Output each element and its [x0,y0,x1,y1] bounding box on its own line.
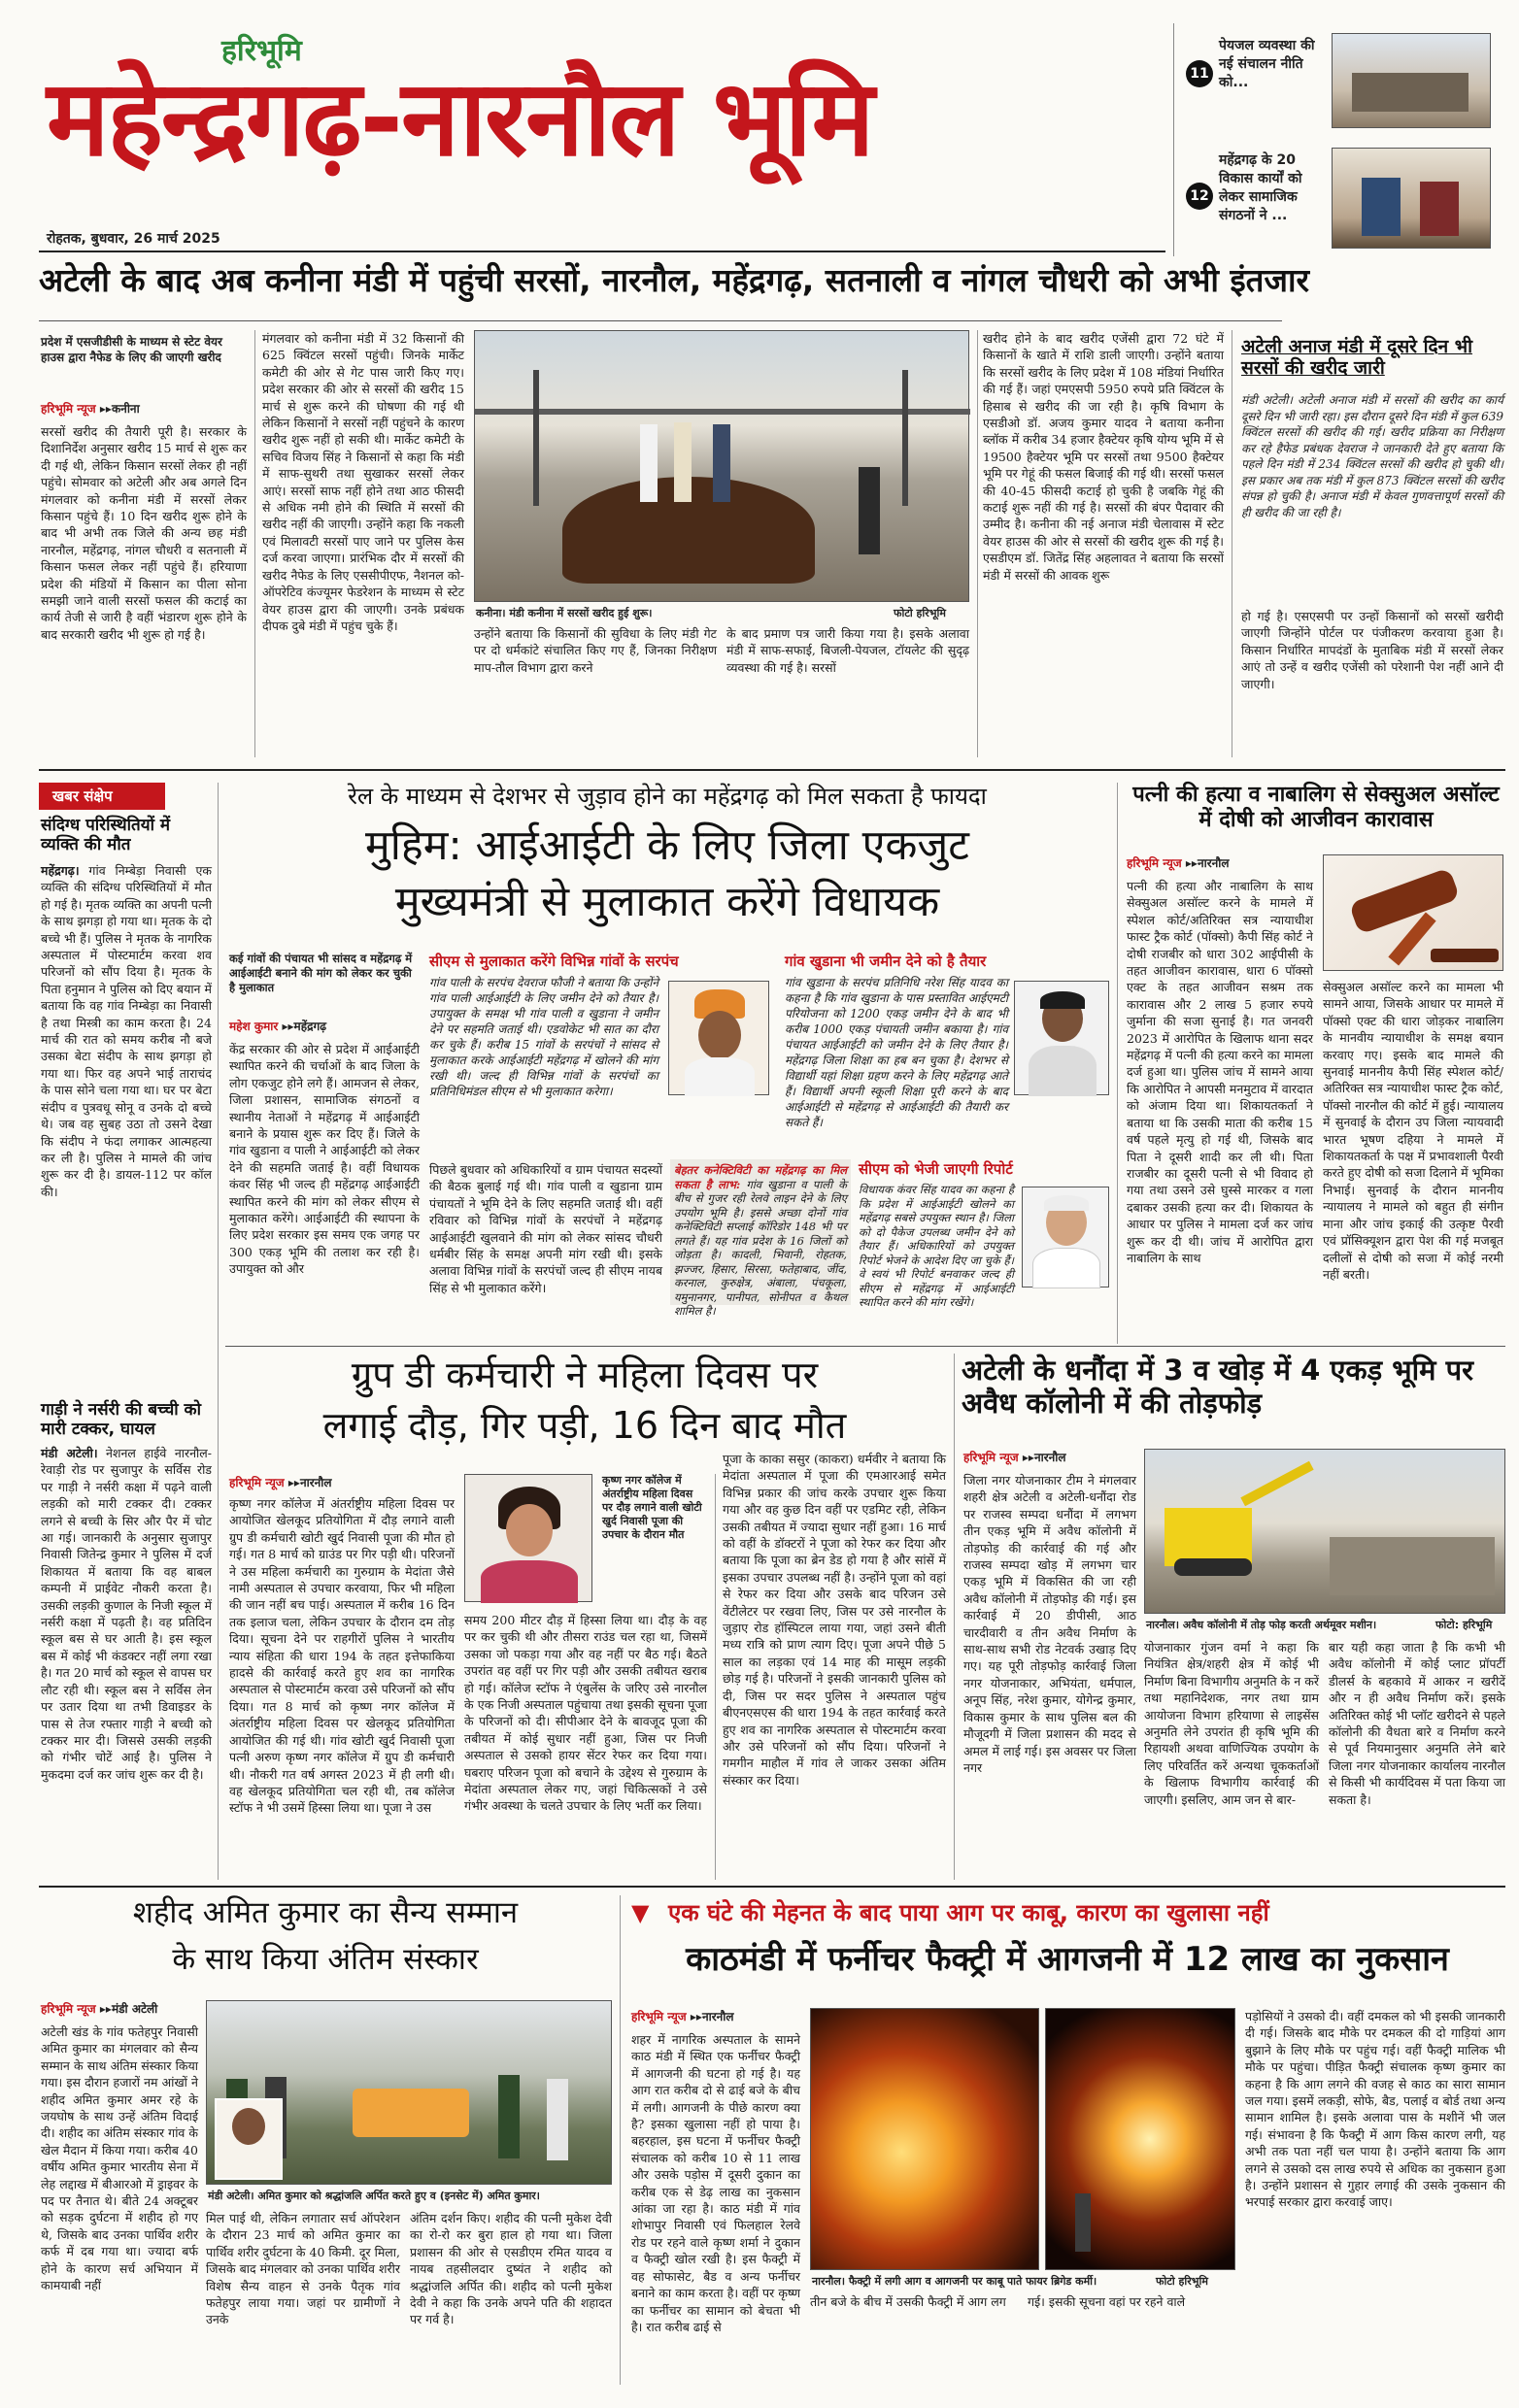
colony-byline: हरिभूमि न्यूज ▸▸नारनौल [963,1451,1066,1464]
brief-text: मंडी अटेली। नेशनल हाईवे नारनौल-रेवाड़ी रोड पर सुजापुर के सर्विस रोड पर गाड़ी ने नर्सरी कक्षा में पढ़ने वाली लड़की को मारी टक्कर दी। टक्कर लगने से बच्ची के सिर और पैर में चोट आ गई। जानकारी के अनुसार सुजापुर निवासी जितेन्द्र कुमार ने पुलिस में दर्ज शिकायत में बताया कि वह बाबल कम्पनी में प्राईवेट नौकरी करता है। उसकी लड़की कुणाल के निजी स्कूल में नर्सरी कक्षा में पढ़ती है। वह प्रतिदिन स्कूल बस से घर आती है। इस स्कूल बस में कोई भी कंडक्टर नहीं लगा रखा है। गत 20 मार्च को स्कूल से वापस घर लौट रही थी। स्कूल बस ने सर्विस लेन पर उतार दिया था तभी डिवाइडर के पास से तेज रफ्तार गाड़ी ने बच्ची को टक्कर मार दी। जिससे उसकी लड़की को गंभीर चोटें आई है। पुलिस ने मुकदमा दर्ज कर जांच शुरू कर दी है। [41,1446,212,1782]
khudana-text: गांव खुडाना के सरपंच प्रतिनिधि नरेश सिंह यादव का कहना है कि गांव खुडाना के पास प्रस्तावित आईएमटी परियोजना को 1200 एकड़ जमीन देने के बाद भी करीब 1000 एकड़ पंचायती जमीन बकाया है। गांव पंचायत आईआईटी को जमीन देने के लिए तैयार है। महेंद्रगढ़ जिला शिक्षा का हब बन चुका है। देशभर से विद्यार्थी यहां शिक्षा ग्रहण करने के लिए महेंद्रगढ़ आते हैं। विद्यार्थी अपनी स्कूली शिक्षा पूरी करने के बाद आईआईटी से महेंद्रगढ़ से आईआईटी की तैयारी कर सकते हैं। [785,976,1008,1129]
groupd-column-3: पूजा के काका ससुर (काकरा) धर्मवीर ने बताया कि मेदांता अस्पताल में पूजा की एमआरआई समेत विभिन्न प्रकार की जांच करके उपचार शुरू किया गया और वह कुछ दिन वहीं पर एडमिट रही, लेकिन उसकी तबीयत में ज्यादा सुधार नहीं हुआ। 16 मार्च को वहीं के डॉक्टरों ने पूजा को रेफर कर दिया और बताया कि पूजा का ब्रेन डेड हो गया है और सांसें में इसका उपचार उपलब्ध नहीं है। उन्होंने पूजा को वहां से रेफर कर दिया और उसके बाद परिजन उसे वेंटीलेटर पर रखवा लिए, जिस पर उसे नारनौल के जुड़ाए रोड हॉस्पिटल लाया गया, जहां उसने बीती मध्य रात्रि को प्राण त्याग दिए। पूजा अपने पीछे 5 साल का लड़का एवं 14 माह की मासूम लड़की छोड़ गई है। परिजनों ने इसकी जानकारी पुलिस को दी, जिस पर सदर पुलिस ने अस्पताल पहुंच बीएनएसएस की धारा 194 के तहत कार्रवाई करते हुए शव का नागरिक अस्पताल से पोस्टमार्टम करवा और उसे परिजनों को सौंप दिया। परिजनों ने गमगीन माहौल में गांव ले जाकर उसका अंतिम संस्कार कर दिया। [723,1452,946,1788]
fire-kicker-arrow: ▼ [631,1899,650,1926]
connectivity-box [670,1159,851,1318]
fire-kicker: एक घंटे की मेहनत के बाद पाया आग पर काबू, कारण का खुलासा नहीं [668,1899,1269,1926]
fire-photo-caption: नारनौल। फैक्ट्री में लगी आग व आगजनी पर काबू पाते फायर ब्रिगेड कर्मी। [812,2275,1097,2288]
promo-photo [1332,148,1491,249]
demolition-photo-credit: फोटो: हरिभूमि [1435,1619,1493,1631]
fire-column-1: शहर में नागरिक अस्पताल के सामने काठ मंडी में स्थित एक फर्नीचर फैक्ट्री में आगजनी की घटना हो गई है। यह आग रात करीब दो से ढाई बजे के बीच में लगी। आगजनी के पीछे कारण क्या है? इसका खुलासा नहीं हो पाया है। बहरहाल, इस घटना में फर्नीचर फैक्ट्री संचालक को करीब 10 से 11 लाख और उसके पड़ोस में दूसरी दुकान का करीब एक से डेढ़ लाख का नुकसान आंका जा रहा है। काठ मंडी में गांव शोभापुर निवासी एवं फिलहाल रेलवे रोड पर रहने वाले कृष्ण शर्मा ने दुकान व फैक्ट्री खोल रखी है। इस फैक्ट्री में वह सोफासेट, बैड व अन्य फर्नीचर बनाने का काम करता है। वहीं पर कृष्ण का फर्नीचर का सामान को बेचता भी है। रात करीब ढाई से [631,2032,800,2334]
demolition-photo-caption: नारनौल। अवैध कॉलोनी में तोड़ फोड़ करती अर्थमूवर मशीन। [1146,1619,1377,1631]
sarpanch-portrait [668,981,769,1095]
martyr-headline-line-2: के साथ किया अंतिम संस्कार [172,1942,479,1977]
promo-text: महेंद्रगढ़ के 20 विकास कार्यों को लेकर सामाजिक संगठनों ने ... [1219,152,1302,223]
dateline: रोहतक, बुधवार, 26 मार्च 2025 [47,231,220,247]
victim-photo-caption: कृष्ण नगर कॉलेज में अंतर्राष्ट्रीय महिला दिवस पर दौड़ लगाने वाली खोटी खुर्द निवासी पूजा की उपचार के दौरान मौत [602,1474,702,1541]
section-rule [39,769,1505,771]
martyr-column-1: अटेली खंड के गांव फतेहपुर निवासी अमित कुमार का मंगलवार को सैन्य सम्मान के साथ अंतिम संस्कार किया गया। इस दौरान हजारों नम आंखों ने शहीद अमित कुमार अमर रहे के जयघोष के साथ उन्हें अंतिम विदाई दी। शहीद का अंतिम संस्कार गांव के खेल मैदान में किया गया। करीब 40 वर्षीय अमित कुमार भारतीय सेना में लेह लद्दाख में बीआरओ में ड्राइवर के पद पर तैनात थे। बीते 24 अक्टूबर को सड़क दुर्घटना में शहीद हो गए थे, जिसके बाद उनका पार्थिव शरीर कर्फ में दब गया था। ज्यादा बर्फ होने के कारण सर्च अभियान में कामयाबी नहीं [41,2024,198,2293]
iit-byline: महेश कुमार ▸▸महेंद्रगढ़ [229,1020,326,1033]
iit-headline-line-1: मुहिम: आईआईटी के लिए जिला एकजुट [365,821,969,870]
column-divider [977,330,978,757]
funeral-photo-caption: मंडी अटेली। अमित कुमार को श्रद्धांजलि अर्पित करते हुए व (इनसेट में) अमित कुमार। [208,2190,540,2202]
groupd-column-1: कृष्ण नगर कॉलेज में अंतर्राष्ट्रीय महिला दिवस पर आयोजित खेलकूद प्रतियोगिता में दौड़ लगाने वाली ग्रुप डी कर्मचारी खोटी खुर्द निवासी पूजा की मौत हो गई। गत 8 मार्च को ग्राउंड पर गिर पड़ी थी। परिजनों ने उस महिला कर्मचारी का गुरुग्राम के मेदांता जैसे नामी अस्पताल से उपचार करवाया, फिर भी महिला की जान नहीं बच पाई। अस्पताल में करीब 16 दिन तक इलाज चला, लेकिन उपचार के दौरान दम तोड़ दिया। सूचना देने पर राहगीरों पुलिस ने भारतीय न्याय संहिता की धारा 194 के तहत इत्तेफाकिया हादसे की कार्रवाई करते हुए शव का नागरिक अस्पताल से पोस्टमार्टम करवा उसे परिजनों को सौंप दिया। गत 8 मार्च को कृष्ण नगर कॉलेज में अंतर्राष्ट्रीय महिला दिवस पर खेलकूद प्रतियोगिता आयोजित की गई थी। गांव खोटी खुर्द निवासी पूजा पत्नी अरुण कृष्ण नगर कॉलेज में ग्रुप डी कर्मचारी थी। नौकरी गत वर्ष अगस्त 2023 में ही लगी थी। वह खेलकूद प्रतियोगिता चल रही थी, तब कॉलेज स्टॉफ ने भी उसमें हिस्सा लिया था। पूजा ने उस [229,1496,455,1816]
lead-column-1: सरसों खरीद की तैयारी पूरी है। सरकार के दिशानिर्देश अनुसार खरीद 15 मार्च से शुरू कर दी गई थी, लेकिन किसान सरसों लेकर ही नहीं पहुंचे। सोमवार को अटेली और अब अगले दिन मंगलवार को कनीना मंडी में सरसों लेकर किसान पहुंचे हैं। 10 दिन खरीद शुरू होने के बाद भी अभी तक जिले की अन्य छह मंडी नारनौल, महेंद्रगढ़, नांगल चौधरी व सतनाली में किसान फसल लेकर नहीं पहुंचे हैं। हरियाणा प्रदेश की मंडियों में किसान का पीला सोना समझी जाने वाली सरसों फसल की कटाई का कार्य तेजी से जारी है वहीं भंडारण शुरू होने के बाद सरकारी खरीद भी शुरू हो गई है। [41,424,247,642]
column-divider [218,783,219,1880]
promo-page-number: 11 [1186,60,1213,87]
lead-photo-credit: फोटो हरिभूमि [894,607,946,619]
promo-item[interactable] [1186,144,1493,251]
murder-column-2: सेक्सुअल असॉल्ट करने का मामला भी सामने आया, जिसके आधार पर मामले में पॉक्सो एक्ट की धारा जोड़कर नाबालिग के मानवीय न्यायाधीश के समक्ष बयान करवाए गए। इसके बाद मामले की सुनवाई माननीय कैपी सिंह स्पेशल कोर्ट/अतिरिक्त सत्र न्यायाधीश फास्ट ट्रैक कोर्ट, पॉक्सो नारनौल की कोर्ट में हुई। न्यायालय में सुनवाई के दौरान उप जिला न्यायवादी भारत भूषण दहिया ने मामले में शिकायतकर्ता के पक्ष में प्रभावशाली पैरवी करते हुए दोषी को सजा दिलाने में भूमिका निभाई। सुनवाई के दौरान माननीय न्यायालय ने मामले को बहुत ही संगीन माना और जांच इकाई की उत्कृष्ट पैरवी एवं प्रॉसिक्यूशन द्वारा पेश की गई मजबूत दलीलों से दोषी को सजा में कोई नरमी नहीं बरती। [1323,980,1503,1282]
promo-box [1173,23,1503,256]
ateli-intro: मंडी अटेली। अटेली अनाज मंडी में सरसों की खरीद का कार्य दूसरे दिन भी जारी रहा। इस दौरान दूसरे दिन मंडी में कुल 639 क्विंटल सरसों की खरीद की गई। खरीद प्रक्रिया का निरीक्षण कर रहे हैफेड प्रबंधक देवराज ने जानकारी देते हुए बताया कि पहले दिन मंडी में 234 क्विंटल सरसों की खरीद हो चुकी थी। इस प्रकार अब तक मंडी में कुल 873 क्विंटल सरसों की खरीद संपन्न हो चुकी है। अनाज मंडी में केवल गुणवत्तापूर्ण सरसों की ही खरीद की जा रही है। [1241,393,1503,519]
iit-body-b: पिछले बुधवार को अधिकारियों व ग्राम पंचायत सदस्यों की बैठक बुलाई गई थी। गांव पाली व खुडाना ग्राम पंचायतों ने भूमि देने के लिए सहमति जताई थी। वहीं रविवार को विभिन्न गांवों के सरपंचों ने महेंद्रगढ़ आईआईटी खुलवाने की मांग को लेकर सांसद चौधरी धर्मबीर सिंह के समक्ष अपनी मांग रखी थी। इसके अलावा विभिन्न गांवों के सरपंचों जल्द ही सीएम नायब सिंह से भी मुलाकात करेंगे। [429,1162,662,1295]
sarpanch-text: गांव पाली के सरपंच देवराज फौजी ने बताया कि उन्होंने गांव पाली आईआईटी के लिए जमीन देने को तैयार है। उपायुक्त के समक्ष भी गांव पाली व खुडाना ने जमीन देने पर सहमति जताई थी। एडवोकेट भी सात का दौरा कर चुके हैं। करीब 15 गांवों के सरपंचों ने सांसद से मुलाकात करके आईआईटी महेंद्रगढ़ में खोलने की मांग रखी थी। जल्द ही विभिन्न गांवों के सरपंचों का प्रतिनिधिमंडल सीएम से भी मुलाकात करेगा। [429,976,658,1098]
martyr-byline: हरिभूमि न्यूज ▸▸मंडी अटेली [41,2002,158,2016]
colony-column-2: योजनाकार गुंजन वर्मा ने कहा कि नियंत्रित क्षेत्र/शहरी क्षेत्र में कोई भी निर्माण बिना विभागीय अनुमति के न करें तथा महानिदेशक, नगर तथा ग्राम आयोजना विभाग हरियाणा से लाइसेंस अनुमति लेने उपरांत ही कृषि भूमि की रिहायशी अथवा वाणिज्यिक उपयोग के लिए परिवर्तित करें अन्यथा चूककर्ताओं के खिलाफ विभागीय कार्रवाई की जाएगी। इसलिए, आम जन से बार- [1144,1640,1319,1807]
mla-portrait [1022,1187,1109,1288]
fire-under-photo-2: गई। इसकी सूचना वहां पर रहने वाले [1028,2294,1186,2309]
khudana-title: गांव खुडाना भी जमीन देने को है तैयार [785,953,987,970]
gavel-photo [1323,854,1503,971]
column-divider [715,1474,716,1880]
sarpanch-title: सीएम से मुलाकात करेंगे विभिन्न गांवों के सरपंच [429,953,679,970]
brand-logo: हरिभूमि [221,34,302,68]
lead-below-photo-2: के बाद प्रमाण पत्र जारी किया गया है। इसके अलावा मंडी में साफ-सफाई, बिजली-पेयजल, टॉयलेट की सुदृढ़ व्यवस्था की गई है। सरसों [726,626,969,675]
lead-column-4: खरीद होने के बाद खरीद एजेंसी द्वारा 72 घंटे में किसानों के खाते में राशि डाली जाएगी। उन्होंने बताया कि सरसों खरीद के लिए प्रदेश में 108 मंडियां निर्धारित की गई हैं। जहां एमएसपी 5950 रुपये प्रति क्विंटल के हिसाब से खरीद की जा रही है। कृषि विभाग के एसडीओ डॉ. अजय कुमार यादव ने बताया कनीना ब्लॉक में करीब 34 हजार हैक्टेयर कृषि योग्य भूमि में से 19500 हैक्टेयर भूमि पर सरसों तथा 9500 हैक्टेयर भूमि पर गेहूं की फसल बिजाई की गई थी। सरसों फसल की 40-45 फीसदी कटाई हो चुकी है जबकि गेहूं की कटाई शुरू नहीं की गई है। सरसों की बंपर पैदावार की उम्मीद है। कनीना की नई अनाज मंडी चेलावास में स्टेट वेयर हाउस की ओर से सरसों की खरीद शुरू की गई है। एसडीएम डॉ. जितेंद्र सिंह अहलावत ने बताया कि सरसों मंडी में सरसों की आवक शुरू [983,331,1224,583]
martyr-column-3: अंतिम दर्शन किए। शहीद की पत्नी मुकेश देवी का रो-रो कर बुरा हाल हो गया था। जिला प्रशासन की ओर से एसडीएम रमित यादव व नायब तहसीलदार दुष्यंत ने शहीद को श्रद्धांजलि अर्पित की। शहीद को पत्नी मुकेश देवी ने कहा कि उनके अपने पति की शहादत पर गर्व है। [410,2211,612,2327]
iit-kicker: रेल के माध्यम से देशभर से जुड़ाव होने का महेंद्रगढ़ को मिल सकता है फायदा [348,783,987,810]
cm-report-text: विधायक कंवर सिंह यादव का कहना है कि प्रदेश में आईआईटी खोलने का महेंद्रगढ़ सबसे उपयुक्त स्थान है। जिला को दो पैकेज उपलब्ध जमीन देने को तैयार हैं। अधिकारियों को उपयुक्त रिपोर्ट भेजने के आदेश दिए जा चुके हैं। वे स्वयं भी रिपोर्ट बनवाकर जल्द ही सीएम से महेंद्रगढ़ में आईआईटी स्थापित करने की मांग रखेंगे। [859,1183,1014,1309]
groupd-column-2: समय 200 मीटर दौड़ में हिस्सा लिया था। दौड़ के वह पर कर चुकी थी और तीसरा राउंड चल रहा था, जिसमें उसका जो पकड़ा गया और वह नहीं पर बैठ गई। बैठते उपरांत वह वहीं पर गिर पड़ी और उसकी तबीयत खराब हो गई। कॉलेज स्टॉफ ने एंबुलेंस के जरिए उसे नारनौल के एक निजी अस्पताल पहुंचाया तथा इसकी सूचना पूजा के परिजनों को दी। सीपीआर देने के बावजूद पूजा की तबीयत में कोई सुधार नहीं हुआ, जिस पर निजी अस्पताल से उसको हायर सेंटर रेफर कर दिया गया। घबराए परिजन पूजा को बचाने के उद्देश्य से गुरुग्राम के मेदांता अस्पताल लेकर गए, जहां चिकित्सकों ने उसे गंभीर अवस्था के चलते उपचार के लिए भर्ती कर लिया। [464,1613,707,1814]
lead-column-2: मंगलवार को कनीना मंडी में 32 किसानों की 625 क्विंटल सरसों पहुंची। जिनके मार्केट कमेटी की ओर से गेट पास जारी किए गए। प्रदेश सरकार की ओर से सरसों की खरीद 15 मार्च से शुरू करने की घोषणा की गई थी लेकिन किसानों ने सरसों नहीं पहुंचने के कारण खरीद शुरू नहीं हो सकी थी। मार्केट कमेटी के सचिव विजय सिंह ने किसानों से कहा कि मंडी में साफ-सुथरी तथा सुखाकर सरसों लेकर आएं। सरसों साफ नहीं होने तथा आठ फीसदी से अधिक नमी होने की स्थिति में सरसों की खरीद नहीं की जाएगी। उन्होंने कहा कि नकली एवं मिलावटी सरसों पाए जाने पर पुलिस केस दर्ज करवा जाएगा। प्रारंभिक दौर में सरसों की खरीद नैफेड के लिए एससीपीएफ, नैशनल को-ऑपरेटिव कंज्यूमर फेडरेशन के माध्यम से स्टेट वेयर हाउस द्वारा की जाएगी। उनके प्रबंधक दीपक दुबे मंडी में पहुंच चुके हैं। [262,331,464,633]
fire-under-photo-1: तीन बजे के बीच में उसकी फैक्ट्री में आग लग [810,2294,1006,2309]
murder-column-1: पत्नी की हत्या और नाबालिग के साथ सेक्सुअल असॉल्ट करने के मामले में स्पेशल कोर्ट/अतिरिक्त सत्र न्यायाधीश फास्ट ट्रैक कोर्ट (पॉक्सो) कैपी सिंह कोर्ट ने दोषी राजबीर को धारा 302 आईपीसी के तहत आजीवन कारावास, धारा 6 पॉक्सो एक्ट के तहत आजीवन सश्रम तक कारावास और 2 लाख 5 हजार रुपये जुर्माना की सजा सुनाई है। गत जनवरी 2023 में आरोपित के खिलाफ थाना सदर महेंद्रगढ़ में पत्नी की हत्या करने का मामला दर्ज हुआ था। पुलिस जांच में सामने आया कि आरोपित ने आपसी मनमुटाव में वारदात को अंजाम दिया था। शिकायतकर्ता ने बताया था कि उसकी माता की करीब 15 वर्ष पहले मृत्यु हो गई थी, जिसके बाद पिता ने दूसरी शादी कर ली थी। पिता राजबीर का दूसरी पत्नी से भी विवाद हो गया तथा उसने उसे घुस्से मारकर व गला दबाकर उसकी हत्या कर दी। शिकायत के आधार पर पुलिस ने मामला दर्ज कर जांच शुरू कर दी थी। जांच में आरोपित द्वारा नाबालिग के साथ [1127,879,1313,1265]
demolition-photo [1144,1449,1505,1614]
iit-body-a: केंद्र सरकार की ओर से प्रदेश में आईआईटी स्थापित करने की चर्चाओं के बाद जिला के लोग एकजुट होने लगे हैं। आमजन से लेकर, जिला प्रशासन, सामाजिक संगठनों व स्थानीय नेताओं ने महेंद्रगढ़ में आईआईटी बनाने के प्रयास शुरू कर दिए हैं। जिले के गांव खुडाना व पाली ने आईआईटी को लेकर देने की सहमति जताई है। वहीं विधायक कंवर सिंह भी जल्द ही महेंद्रगढ़ आईआईटी स्थापित करने की मांग को लेकर सीएम से मुलाकात करेंगे। आईआईटी की स्थापना के लिए प्रदेश सरकार इस समय एक जगह पर 300 एकड़ भूमि की तलाश कर रही है। उपायुक्त को और [229,1042,420,1277]
groupd-headline-line-2: लगाई दौड़, गिर पड़ी, 16 दिन बाद मौत [322,1404,847,1447]
brief-text: महेंद्रगढ़। गांव निम्बेड़ा निवासी एक व्यक्ति की संदिग्ध परिस्थितियों में मौत हो गई है। मृतक व्यक्ति का अपनी पत्नी के साथ झगड़ा हो गया था। मृतक के दो बच्चे भी हैं। पुलिस ने मृतक के नागरिक अस्पताल में पोस्टमार्टम करवा शव परिजनों को सौंप दिया है। मृतक के पिता हनुमान ने पुलिस को दिए बयान में बताया कि वह गांव निम्बेड़ा का निवासी है तथा मिस्त्री का काम करता है। 24 मार्च की रात को समय करीब नौ बजे उसका बेटा संदीप के साथ झगड़ा हो गया था। फिर वह अपने भाई ताराचंद के पास सोने चला गया था। घर पर बेटा संदीप व पुत्रवधू सोनू व उनके दो बच्चे थे। जब वह सुबह उठा तो उसने देखा कि संदीप ने फंदा लगाकर आत्महत्या कर ली है। पुलिस ने मामले की जांच शुरू कर दी है। डायल-112 पर कॉल की। [41,863,212,1199]
colony-column-3: बार यही कहा जाता है कि कभी भी अवैध कॉलोनी में कोई प्लाट प्रॉपर्टी डीलर्स के बहकावे में आकर न खरीदें और न ही अवैध निर्माण करें। इसके अतिरिक्त कोई भी प्लॉट खरीदने से पहले कॉलोनी की वैधता बारे व निर्माण करने से पूर्व नियमानुसार अनुमति लेने बारे जिला नगर योजनाकार कार्यालय नारनौल से किसी भी कार्यदिवस में पता किया जा सकता है। [1329,1640,1505,1807]
promo-photo [1332,33,1491,128]
lead-rule [39,320,1282,321]
martyr-headline-line-1: शहीद अमित कुमार का सैन्य सम्मान [132,1895,519,1930]
brief-headline: गाड़ी ने नर्सरी की बच्ची को मारी टक्कर, घायल [41,1400,202,1440]
fire-headline: काठमंडी में फर्नीचर फैक्ट्री में आगजनी में 12 लाख का नुकसान [686,1940,1449,1979]
fire-byline: हरिभूमि न्यूज ▸▸नारनौल [631,2010,734,2023]
murder-byline: हरिभूमि न्यूज ▸▸नारनौल [1127,856,1230,870]
martyr-column-2: मिल पाई थी, लेकिन लगातार सर्च ऑपरेशन के दौरान 23 मार्च को अमित कुमार का पार्थिव शरीर दुर्घटना के 40 किमी. दूर मिला, जिसके बाद मंगलवार को उनका पार्थिव शरीर विशेष सैन्य वाहन से उनके पैतृक गांव फतेहपुर लाया गया। जहां पर ग्रामीणों ने उनके [206,2211,400,2327]
iit-intro: कई गांवों की पंचायत भी सांसद व महेंद्रगढ़ में आईआईटी बनाने की मांग को लेकर कर चुकी है मुलाकात [229,952,413,994]
promo-text: पेयजल व्यवस्था की नई संचालन नीति को... [1219,38,1315,90]
ateli-body: हो गई है। एसएसपी पर उन्हों किसानों को सरसों खरीदी जाएगी जिन्होंने पोर्टल पर पंजीकरण करवाया हुआ है। किसान निर्धारित मापदंडों के मुताबिक मंडी में सरसों लेकर आएं तो उन्हें व खरीद एजेंसी को परेशानी पेश नहीं आने दी जाएगी। [1241,609,1503,691]
masthead-rule [39,251,1165,252]
lead-photo-caption: कनीना। मंडी कनीना में सरसों खरीद हुई शुरू। [476,607,653,619]
lead-photo [474,330,969,602]
funeral-photo [206,2000,612,2185]
colony-headline: अटेली के धनौंदा में 3 व खोड़ में 4 एकड़ भूमि पर अवैध कॉलोनी में की तोड़फोड़ [962,1354,1473,1421]
news-brief-label: खबर संक्षेप [39,783,165,810]
section-rule [39,1886,1505,1888]
ateli-headline: अटेली अनाज मंडी में दूसरे दिन भी सरसों की खरीद जारी [1241,336,1473,380]
column-divider [954,1354,955,1880]
groupd-headline-line-1: ग्रुप डी कर्मचारी ने महिला दिवस पर [351,1354,819,1396]
brief-headline: संदिग्ध परिस्थितियों में व्यक्ति की मौत [41,816,171,855]
lead-headline: अटेली के बाद अब कनीना मंडी में पहुंची सरसों, नारनौल, महेंद्रगढ़, सतनाली व नांगल चौधरी को अभी इंतजार [39,261,1309,299]
lead-intro: प्रदेश में एसजीडीसी के माध्यम से स्टेट वेयर हाउस द्वारा नैफेड के लिए की जाएगी खरीद [41,335,222,364]
column-divider [254,330,255,757]
promo-page-number: 12 [1186,183,1213,210]
cm-report-title: सीएम को भेजी जाएगी रिपोर्ट [859,1160,1013,1178]
column-divider [1117,783,1118,1344]
victim-portrait [464,1474,592,1602]
column-divider [620,1895,621,2385]
section-rule [225,1346,1505,1347]
colony-column-1: जिला नगर योजनाकार टीम ने मंगलवार शहरी क्षेत्र अटेली व अटेली-धनौंदा रोड पर राजस्व सम्पदा धनौंदा में लगभग तीन एकड़ भूमि में अवैध कॉलोनी में तोड़फोड़ की कार्रवाई की गई और राजस्व सम्पदा खोड़ में लगभग चार एकड़ भूमि में विकसित की जा रही अवैध कॉलोनी में तोड़फोड़ की गई। इस कार्रवाई में 20 डीपीसी, आठ चारदीवारी व तीन अवैध निर्माण के साथ-साथ सभी रोड नेटवर्क उखाड़ दिए गए। यह पूरी तोड़फोड़ कार्रवाई जिला नगर योजनाकार, अभियंता, धर्मपाल, अनूप सिंह, नरेश कुमार, योगेन्द्र कुमार, विकास कुमार के साथ पुलिस बल की मौजूदगी में जिला प्रशासन की मदद से अमल में लाई गई। इस अवसर पर जिला नगर [963,1473,1136,1775]
khudana-portrait [1014,981,1109,1095]
promo-item[interactable] [1186,33,1493,130]
fire-photo-left [810,2008,1039,2270]
fire-photo-credit: फोटो हरिभूमि [1156,2275,1208,2288]
connectivity-title: बेहतर कनेक्टिविटी का महेंद्रगढ़ का मिल सकता है लाभ: [674,1163,847,1191]
murder-headline: पत्नी की हत्या व नाबालिग से सेक्सुअल असॉल्ट में दोषी को आजीवन कारावास [1132,783,1500,832]
iit-headline-line-2: मुख्यमंत्री से मुलाकात करेंगे विधायक [394,878,940,926]
groupd-byline: हरिभूमि न्यूज ▸▸नारनौल [229,1476,332,1489]
lead-byline: हरिभूमि न्यूज ▸▸कनीना [41,402,140,416]
fire-photo-right [1045,2008,1235,2270]
masthead-title: महेन्द्रगढ़-नारनौल भूमि [47,58,873,180]
fire-column-2: पड़ोसियों ने उसको दी। वहीं दमकल को भी इसकी जानकारी दी गई। जिसके बाद मौके पर दमकल की दो गाड़ियां आग बुझाने के लिए मौके पर पहुंच गई। वहीं फैक्ट्री मालिक भी मौके पर पहुंचा। पीड़ित फैक्ट्री संचालक कृष्ण कुमार का कहना है कि आग लगने की वजह से काठ का सारा सामान जल गया। इसमें लकड़ी, सोफे, बैड, पलाई व बोर्ड तथा अन्य सामान शामिल है। इसके अलावा पास के मशीनें भी जल गई। संभावना है कि फैक्ट्री में आग किस कारण लगी, यह अभी तक पता नहीं चल पाया है। उन्होंने बताया कि आग लगने से उसको दस लाख रुपये से अधिक का नुकसान हुआ है। उन्होंने प्रशासन से गुहार लगाई की उसके नुकसान की भरपाई सरकार द्वारा करवाई जाए। [1245,2009,1505,2210]
lead-below-photo-1: उन्होंने बताया कि किसानों की सुविधा के लिए मंडी गेट पर दो धर्मकांटे संचालित किए गए हैं, जिनका निरीक्षण माप-तौल विभाग द्वारा करने [474,626,717,675]
connectivity-text: बेहतर कनेक्टिविटी का महेंद्रगढ़ का मिल सकता है लाभ: गांव खुडाना व पाली के बीच से गुजर रही रेलवे लाइन देने के लिए उपयोग भूमि है। इससे अच्छा दोनों गांव कनेक्टिविटी सप्लाई कॉरिडोर 148 भी पर लगते हैं। यह गांव प्रदेश के 16 जिलों को जोड़ता है। कादली, भिवानी, रोहतक, झज्जर, हिसार, सिरसा, फतेहाबाद, जींद, करनाल, कुरुक्षेत्र, अंबाला, पंचकूला, यमुनानगर, पानीपत, सोनीपत व कैथल शामिल है। [674,1163,848,1318]
